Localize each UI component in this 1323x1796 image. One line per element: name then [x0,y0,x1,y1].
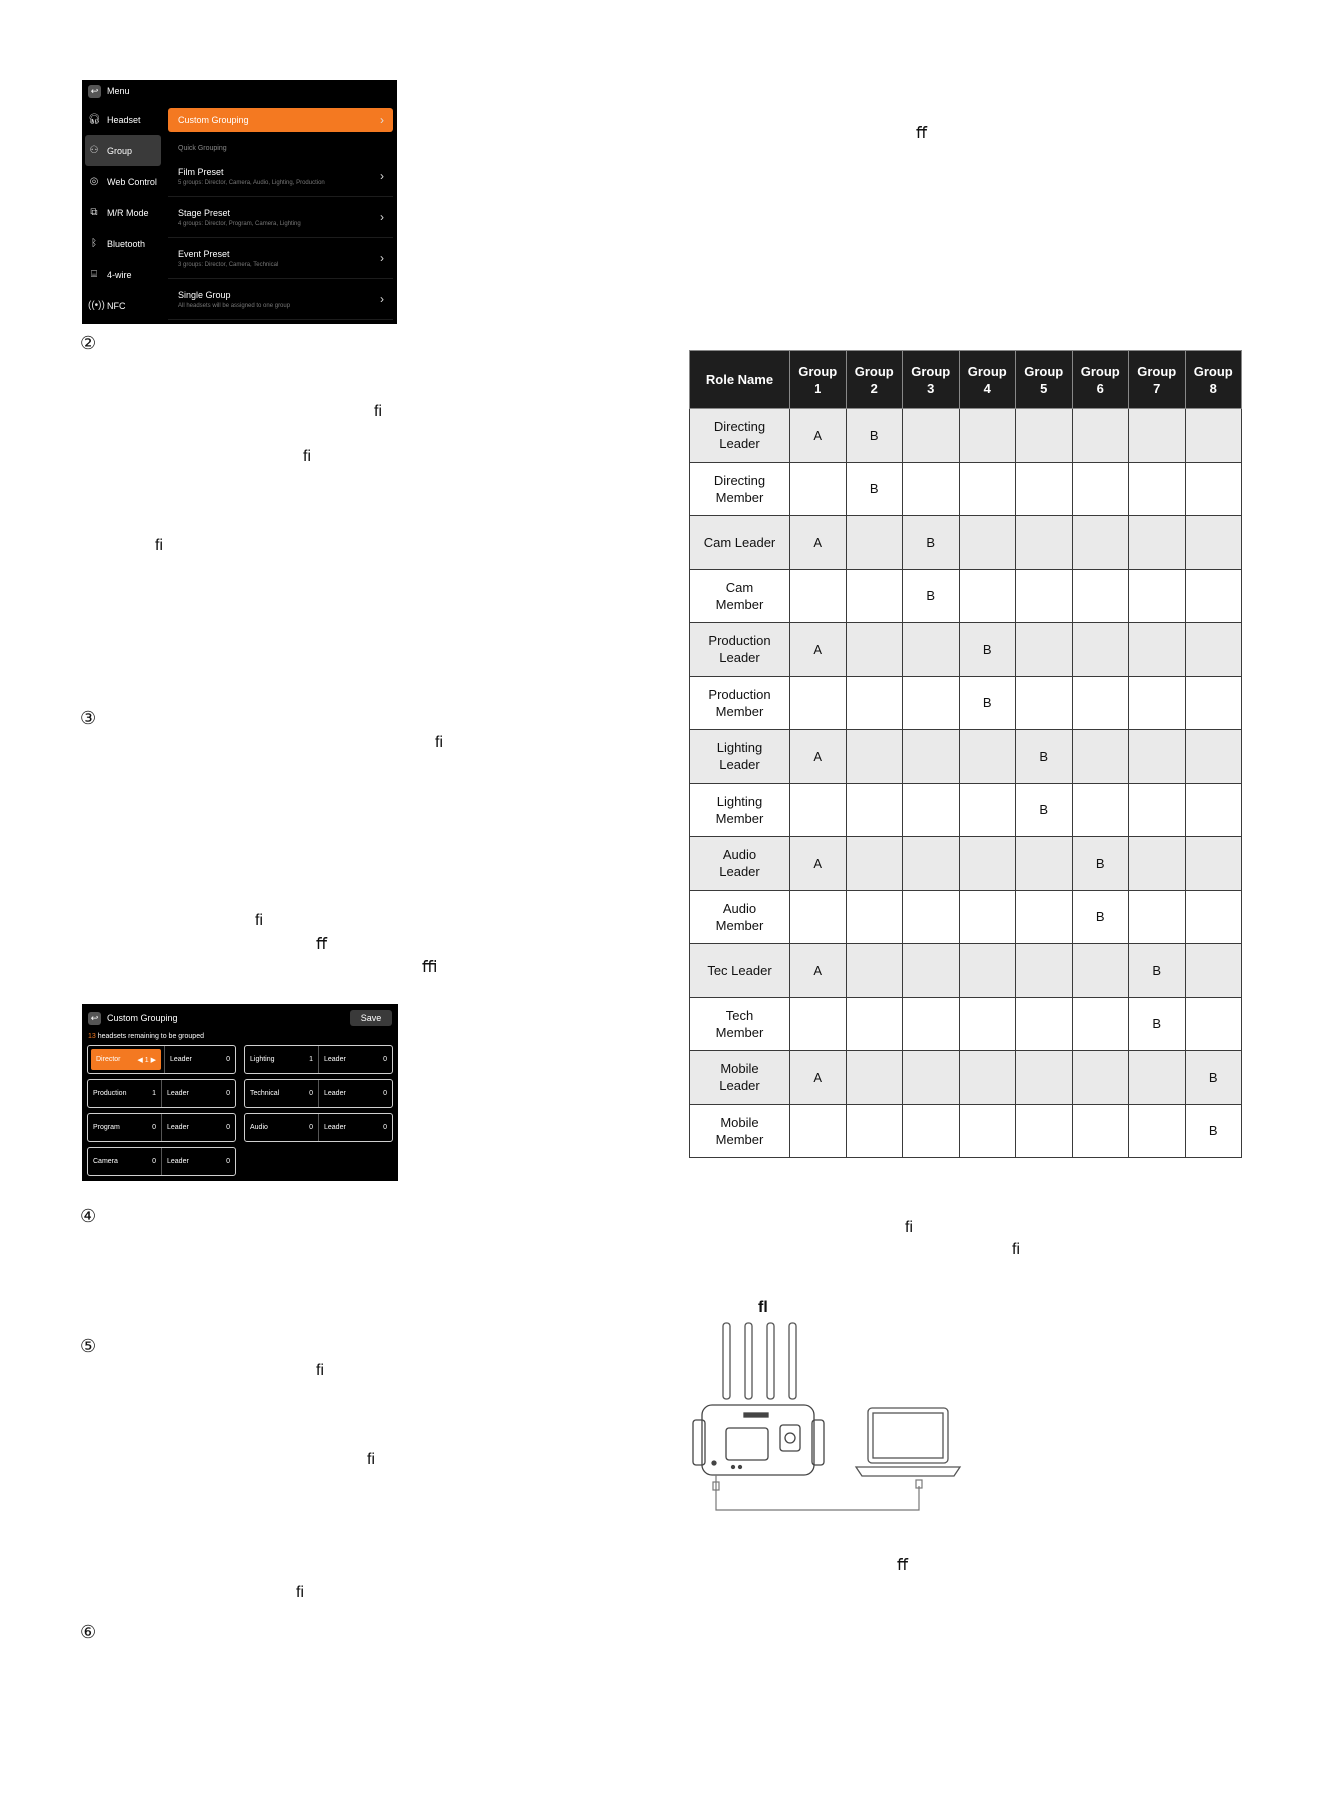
leader-label: Leader [324,1056,346,1063]
group-cell [1072,569,1129,623]
group-cell [790,676,847,730]
headset-icon: 🎧︎ [88,114,101,125]
group-cell [903,997,960,1051]
preset-description: All headsets will be assigned to one group [178,302,291,309]
leader-count-cell[interactable] [161,1114,235,1141]
preset-name: Event Preset [178,248,230,259]
sidebar-item-group[interactable] [85,135,161,166]
custom-grouping-screenshot [82,1004,398,1181]
ligature-ffi: ﬃ [422,959,438,976]
group-cell: A [790,730,847,784]
chevron-right-icon: › [380,169,384,183]
group-cell [1016,623,1073,677]
group-count-cell[interactable] [245,1114,318,1141]
group-cell [1129,837,1186,891]
group-cell: B [846,409,903,463]
group-cell: B [1129,997,1186,1051]
group-cell [1129,676,1186,730]
leader-count-cell[interactable] [318,1080,392,1107]
sidebar-item-label: Web Control [107,176,157,187]
group-cell [1072,1104,1129,1158]
sidebar-item-label: M/R Mode [107,207,149,218]
leader-count-cell[interactable] [318,1046,392,1073]
group-cell [1072,676,1129,730]
group-table [689,350,1242,1158]
role-name-cell: Audio Leader [690,837,790,891]
group-count-cell[interactable] [91,1049,161,1070]
group-cell [903,409,960,463]
group-cell: A [790,623,847,677]
group-cell [1185,944,1242,998]
bluetooth-icon: ᛒ [91,238,97,249]
group-cell [846,1104,903,1158]
column-header-group-7: Group 7 [1129,351,1186,409]
group-name: Camera [93,1158,118,1165]
group-count: 0 [309,1124,313,1131]
table-row [690,1051,1242,1105]
table-row [690,1104,1242,1158]
group-cell [1129,516,1186,570]
cable [713,1475,922,1510]
role-name-cell: Cam Member [690,569,790,623]
leader-count-cell[interactable] [164,1046,235,1073]
ligature-fi: ﬁ [374,403,382,420]
group-cell: B [959,676,1016,730]
role-name-cell: Cam Leader [690,516,790,570]
group-cell [903,1104,960,1158]
group-cell [959,462,1016,516]
ligature-fi: ﬁ [367,1451,375,1468]
group-cell [903,676,960,730]
group-cell [1129,783,1186,837]
sidebar-item-bluetooth[interactable] [82,228,164,259]
group-cell [846,516,903,570]
preset-name: Stage Preset [178,207,231,218]
group-cell [959,516,1016,570]
leader-count: 0 [226,1158,230,1165]
role-name-cell: Mobile Member [690,1104,790,1158]
group-cell [959,1051,1016,1105]
group-cell [959,569,1016,623]
group-cell [1185,676,1242,730]
group-box-audio[interactable] [244,1113,393,1142]
group-cell [1072,623,1129,677]
table-row [690,462,1242,516]
group-icon: ⚇ [89,145,99,156]
preset-name: Single Group [178,289,231,300]
leader-count: 0 [383,1090,387,1097]
group-cell [1016,462,1073,516]
role-name-cell: Lighting Leader [690,730,790,784]
group-name: Program [93,1124,120,1131]
table-row [690,516,1242,570]
step-marker-3: ③ [80,708,97,729]
leader-count: 0 [226,1090,230,1097]
group-cell [1185,462,1242,516]
group-cell [1129,409,1186,463]
group-cell [1072,516,1129,570]
group-cell [1072,462,1129,516]
sidebar-item-label: NFC [107,300,126,311]
ligature-ff: ﬀ [316,936,328,953]
table-row [690,890,1242,944]
nfc-icon: ((•)) [88,300,105,311]
group-box-program[interactable] [87,1113,236,1142]
group-count-cell[interactable] [88,1114,161,1141]
group-cell [1072,944,1129,998]
sidebar-item-nfc[interactable] [82,290,164,321]
group-cell: A [790,944,847,998]
group-cell [959,944,1016,998]
group-cell [790,569,847,623]
group-count-cell[interactable] [88,1080,161,1107]
group-cell [1129,730,1186,784]
group-box-production[interactable] [87,1079,236,1108]
group-cell [903,730,960,784]
ligature-fi: ﬁ [255,912,263,929]
role-name-cell: Tec Leader [690,944,790,998]
group-cell [1016,890,1073,944]
group-cell [790,462,847,516]
group-cell [790,997,847,1051]
group-cell [1016,997,1073,1051]
table-row [690,944,1242,998]
sidebar-item-mr-mode[interactable] [82,197,164,228]
column-header-group-1: Group 1 [790,351,847,409]
group-stepper[interactable] [137,1056,156,1064]
group-cell [903,623,960,677]
four-wire-icon: ⌸ [91,269,97,280]
column-header-group-8: Group 8 [1185,351,1242,409]
group-cell: A [790,1051,847,1105]
chevron-right-icon: › [380,251,384,265]
leader-label: Leader [170,1056,192,1063]
group-cell [959,1104,1016,1158]
leader-label: Leader [167,1090,189,1097]
group-cell [959,730,1016,784]
group-cell [903,1051,960,1105]
mode-icon: ⧉ [90,207,98,218]
ligature-ff: ﬀ [897,1557,909,1574]
leader-count-cell[interactable] [161,1080,235,1107]
group-cell [1129,1104,1186,1158]
group-cell [1185,409,1242,463]
group-cell [846,1051,903,1105]
quick-grouping-label: Quick Grouping [178,144,227,152]
group-cell [1072,997,1129,1051]
group-cell [846,890,903,944]
table-header-row [690,351,1242,409]
custom-grouping-header [88,1009,392,1027]
group-count-cell[interactable] [245,1046,318,1073]
column-header-group-3: Group 3 [903,351,960,409]
ligature-fi: ﬁ [316,1362,324,1379]
preset-description: 5 groups: Director, Camera, Audio, Lighting, Production [178,179,325,186]
ligature-fl: ﬂ [758,1299,768,1316]
group-cell [1016,1104,1073,1158]
role-name-cell: Mobile Leader [690,1051,790,1105]
group-cell: B [1016,730,1073,784]
group-cell [903,462,960,516]
group-cell [959,837,1016,891]
chevron-right-icon: › [380,292,384,306]
step-marker-4: ④ [80,1206,97,1227]
ligature-fi: ﬁ [303,448,311,465]
group-cell [1129,462,1186,516]
leader-count-cell[interactable] [161,1148,235,1175]
ligature-fi: ﬁ [1012,1241,1020,1258]
leader-count-cell[interactable] [318,1114,392,1141]
group-count: 1 [144,1056,149,1064]
group-cell [1016,409,1073,463]
column-header-group-6: Group 6 [1072,351,1129,409]
role-name-cell: Lighting Member [690,783,790,837]
group-cell [903,783,960,837]
group-cell [1016,944,1073,998]
group-cell [1016,837,1073,891]
role-name-cell: Tech Member [690,997,790,1051]
group-box-camera[interactable] [87,1147,236,1176]
menu-title: Menu [107,86,130,96]
group-cell [1185,997,1242,1051]
save-button[interactable]: Save [350,1010,392,1026]
column-header-group-5: Group 5 [1016,351,1073,409]
preset-name: Film Preset [178,166,224,177]
group-cell: B [903,569,960,623]
menu-header [82,80,397,102]
group-cell [1072,783,1129,837]
group-count: 1 [309,1056,313,1063]
role-name-cell: Directing Leader [690,409,790,463]
sidebar-item-label: Group [107,145,133,156]
group-name: Lighting [250,1056,275,1063]
chevron-right-icon: › [380,113,384,127]
ligature-fi: ﬁ [155,537,163,554]
preset-single-group[interactable] [168,279,393,320]
group-cell: B [903,516,960,570]
sidebar-item-headset[interactable] [82,104,164,135]
group-cell [1072,409,1129,463]
table-row [690,837,1242,891]
table-row [690,569,1242,623]
group-cell [790,890,847,944]
leader-count: 0 [226,1056,230,1063]
group-cell [1185,516,1242,570]
group-name: Production [93,1090,127,1097]
antennas [723,1323,796,1399]
group-cell [903,890,960,944]
ligature-fi: ﬁ [296,1584,304,1601]
globe-icon: ◎ [89,176,99,187]
group-cell [959,783,1016,837]
table-row [690,623,1242,677]
group-cell [846,676,903,730]
group-cell [959,997,1016,1051]
sidebar-item-label: 4-wire [107,269,132,280]
group-cell [1016,569,1073,623]
leader-count: 0 [226,1124,230,1131]
table-row [690,676,1242,730]
group-cell [1016,516,1073,570]
table-row [690,997,1242,1051]
increment-icon[interactable]: ▶ [150,1056,156,1064]
custom-grouping-button[interactable] [168,108,393,132]
group-count-cell[interactable] [88,1148,161,1175]
device-laptop-illustration [688,1320,968,1518]
menu-main-panel [168,108,393,320]
leader-count: 0 [383,1124,387,1131]
group-cell: B [846,462,903,516]
role-name-cell: Production Member [690,676,790,730]
group-count: 0 [152,1124,156,1131]
sidebar-item-4-wire[interactable] [82,259,164,290]
custom-grouping-title: Custom Grouping [107,1013,178,1023]
back-icon[interactable]: ↩ [88,1012,101,1025]
step-marker-2: ② [80,333,97,354]
group-cell: B [1185,1051,1242,1105]
group-cell [846,837,903,891]
menu-sidebar [82,104,164,321]
group-cell: B [959,623,1016,677]
group-cell [1129,1051,1186,1105]
group-count: 0 [152,1158,156,1165]
role-name-cell: Production Leader [690,623,790,677]
leader-label: Leader [167,1124,189,1131]
ligature-ff: ﬀ [916,125,928,142]
ligature-fi: ﬁ [905,1219,913,1236]
group-cell: A [790,516,847,570]
group-cell [846,730,903,784]
base-station [693,1405,824,1475]
group-box-director[interactable] [87,1045,236,1074]
group-cell [790,783,847,837]
group-cell [1185,730,1242,784]
sidebar-item-label: Bluetooth [107,238,146,249]
step-marker-6: ⑥ [80,1622,97,1643]
role-name-cell: Audio Member [690,890,790,944]
group-cell: A [790,409,847,463]
group-cell: B [1016,783,1073,837]
menu-screenshot [82,80,397,324]
group-cell [1129,890,1186,944]
group-cell [1185,623,1242,677]
group-cell [1129,623,1186,677]
group-cell [959,409,1016,463]
leader-label: Leader [324,1090,346,1097]
column-header-group-4: Group 4 [959,351,1016,409]
group-name: Audio [250,1124,268,1131]
custom-grouping-label: Custom Grouping [178,115,249,125]
sidebar-item-web-control[interactable] [82,166,164,197]
remaining-count: 13 [88,1033,96,1040]
table-row [690,409,1242,463]
group-cell: A [790,837,847,891]
decrement-icon[interactable]: ◀ [137,1056,143,1064]
table-row [690,783,1242,837]
sidebar-item-label: Headset [107,114,141,125]
preset-stage[interactable] [168,197,393,238]
preset-description: 4 groups: Director, Program, Camera, Lighting [178,220,301,227]
column-header-group-2: Group 2 [846,351,903,409]
group-box-lighting[interactable] [244,1045,393,1074]
group-name: Technical [250,1090,280,1097]
group-count-cell[interactable] [245,1080,318,1107]
group-cell [1185,890,1242,944]
table-body [690,409,1242,1158]
leader-label: Leader [167,1158,189,1165]
group-cell [1185,783,1242,837]
group-cell [1016,676,1073,730]
group-cell: B [1185,1104,1242,1158]
group-cell [1185,569,1242,623]
group-cell [846,997,903,1051]
group-cell: B [1072,837,1129,891]
group-cell [903,944,960,998]
group-count: 0 [309,1090,313,1097]
group-cell [846,623,903,677]
remaining-status [88,1033,204,1040]
group-cell [846,783,903,837]
group-cell: B [1129,944,1186,998]
preset-film[interactable] [168,156,393,197]
role-name-cell: Directing Member [690,462,790,516]
group-cell [1072,1051,1129,1105]
group-cell [903,837,960,891]
group-box-technical[interactable] [244,1079,393,1108]
step-marker-5: ⑤ [80,1336,97,1357]
chevron-right-icon: › [380,210,384,224]
column-header-role-name: Role Name [690,351,790,409]
leader-label: Leader [324,1124,346,1131]
group-cell [1185,837,1242,891]
preset-event[interactable] [168,238,393,279]
group-cell [1016,1051,1073,1105]
ligature-fi: ﬁ [435,734,443,751]
back-icon[interactable]: ↩ [88,85,101,98]
group-cell [1072,730,1129,784]
leader-count: 0 [383,1056,387,1063]
group-cell [959,890,1016,944]
group-cell [1129,569,1186,623]
group-count: 1 [152,1090,156,1097]
group-cell [846,944,903,998]
laptop [856,1408,960,1476]
group-cell: B [1072,890,1129,944]
group-cell [790,1104,847,1158]
group-cell [846,569,903,623]
group-name: Director [96,1056,121,1063]
remaining-text: headsets remaining to be grouped [95,1033,204,1040]
table-row [690,730,1242,784]
preset-description: 3 groups: Director, Camera, Technical [178,261,279,268]
